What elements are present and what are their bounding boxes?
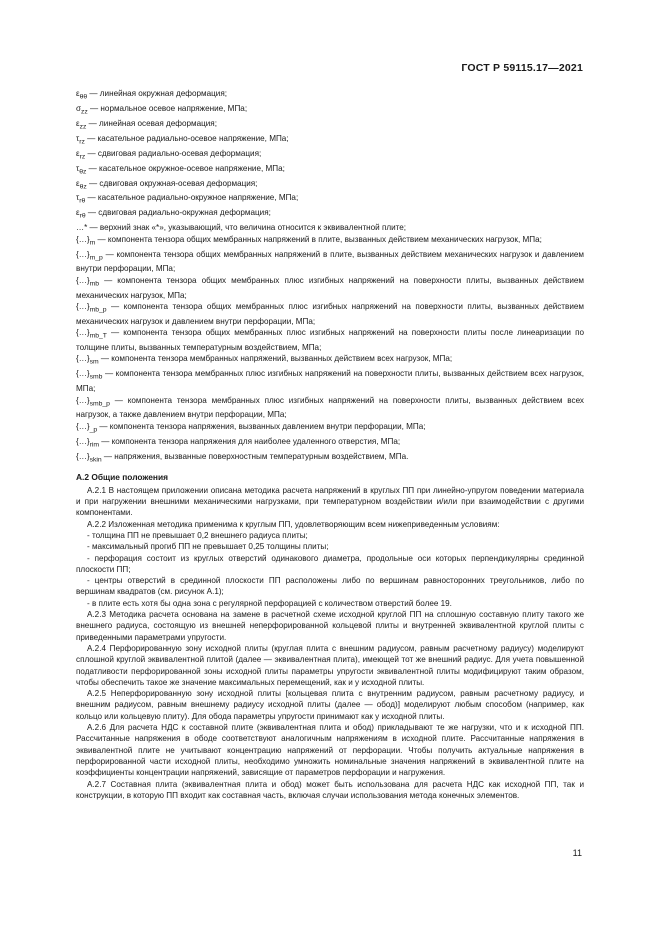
- symbol-definition: [76, 451, 584, 466]
- body-paragraph: А.2.3 Методика расчета основана на замене в расчетной схеме исходной круглой ПП на сплошную составную плиту такого же внешнего радиуса, состоящую из внешней неперфорированной кольцевой плиты и внутренней эквивалентной круглой плиты с приведенными параметрами упругости.: [76, 610, 584, 642]
- symbol-description: — верхний знак «*», указывающий, что величина относится к эквивалентной плите;: [87, 223, 407, 233]
- symbol-description: — компонента тензора общих мембранных плюс изгибных напряжений на поверхности плиты, вызванных действием механических нагрузок, МПа;: [76, 275, 584, 300]
- symbol-definition: [76, 118, 584, 133]
- symbol-definition: [76, 207, 584, 222]
- symbol-subscript: mb: [89, 280, 99, 288]
- symbol-description: — напряжения, вызванные поверхностным температурным воздействием, МПа.: [101, 451, 409, 461]
- symbol-definition: [76, 368, 584, 394]
- symbol-definition: [76, 234, 584, 249]
- symbol-base: {…}: [76, 301, 90, 311]
- body-paragraph: А.2.4 Перфорированную зону исходной плиты (круглая плита с внешним радиусом, равным расчетному радиусу) моделируют сплошной круглой эквивалентной плитой (далее — эквивалентная плита), имеющей тот же внешний радиус. Для учета повышенной податливости перфорированной зоны исходной плиты параметры упругости эквивалентной плиты модифицируют таким образом, чтобы обеспечить такое же значение максимальных перемещений, как и у исходной плиты.: [76, 643, 584, 687]
- symbol-subscript: zz: [79, 123, 87, 131]
- symbol: [76, 208, 86, 220]
- symbol-description: — касательное радиально-осевое напряжение, МПа;: [84, 133, 289, 143]
- symbol-definition: [76, 436, 584, 451]
- symbol-description: — компонента тензора напряжения для наиболее удаленного отверстия, МПа;: [98, 436, 401, 446]
- symbol-base: τ: [76, 133, 80, 143]
- symbol-definition: [76, 88, 584, 103]
- symbol-definition: [76, 133, 584, 148]
- symbol-base: ε: [76, 89, 80, 98]
- body-paragraph: А.2.2 Изложенная методика применима к круглым ПП, удовлетворяющим всем нижеприведенным условиям:: [87, 519, 500, 529]
- symbol-base: {…}: [76, 436, 90, 446]
- symbol-subscript: θz: [79, 183, 87, 191]
- symbol: [76, 178, 87, 191]
- symbol-subscript: _p: [89, 426, 98, 434]
- symbol-list: [76, 88, 584, 466]
- symbol-subscript: rθ: [79, 213, 86, 220]
- body-paragraph: - максимальный прогиб ПП не превышает 0,25 толщины плиты;: [87, 542, 329, 552]
- body-paragraph: А.2.5 Неперфорированную зону исходной плиты [кольцевая плита с внутренним радиусом, равным расчетному радиусу, и внешним радиусом, равным внешнему радиусу исходной плиты (далее — обод)] моделируют любым способом (например, как кольцо или кольцевую плиту). Для обода параметры упругости принимают как у исходной плиты.: [76, 689, 584, 721]
- symbol-base: ε: [76, 178, 80, 188]
- symbol-base: ε: [76, 208, 80, 218]
- symbol-definition: [76, 103, 584, 118]
- symbol: [76, 103, 88, 116]
- symbol-subscript: θz: [79, 168, 87, 176]
- symbol-description: — компонента тензора мембранных плюс изгибных напряжений на поверхности плиты, вызванных действием всех нагрузок, МПа;: [76, 369, 584, 394]
- symbol: [76, 249, 103, 262]
- symbol-subscript: zz: [81, 108, 88, 116]
- symbol-base: {…}: [76, 451, 90, 461]
- symbol-definition: [76, 222, 584, 233]
- symbol-subscript: mb_p: [89, 306, 107, 314]
- symbol-description: — компонента тензора общих мембранных напряжений в плите, вызванных действием механических нагрузок, МПа;: [95, 234, 542, 244]
- symbol-subscript: m: [89, 239, 96, 247]
- symbol-subscript: smb_p: [89, 400, 110, 408]
- symbol-base: {…}: [76, 328, 90, 338]
- symbol-description: — компонента тензора мембранных напряжений, вызванных действием всех нагрузок, МПа;: [98, 354, 453, 364]
- symbol-base: ε: [76, 148, 80, 158]
- body-paragraph: А.2.7 Составная плита (эквивалентная плита и обод) может быть использована для расчета НДС как исходной ПП, так и конструкции, в которую ПП входит как составная часть, включая случаи использования метода конечных элементов.: [76, 779, 584, 800]
- symbol: [76, 354, 99, 367]
- symbol-base: τ: [76, 163, 80, 173]
- symbol: [76, 301, 107, 314]
- symbol-base: {…}: [76, 275, 90, 285]
- symbol-subscript: θθ: [79, 93, 88, 101]
- symbol-description: — касательное радиально-окружное напряжение, МПа;: [85, 193, 299, 203]
- page-content: [76, 88, 584, 801]
- symbol: [76, 148, 86, 161]
- symbol: [76, 223, 87, 232]
- symbol-base: {…}: [76, 234, 90, 244]
- symbol-description: — нормальное осевое напряжение, МПа;: [87, 103, 248, 113]
- symbol: [76, 275, 99, 288]
- symbol-base: ε: [76, 118, 80, 128]
- symbol-definition: [76, 249, 584, 275]
- symbol-definition: [76, 192, 584, 207]
- symbol: [76, 421, 98, 434]
- body-paragraph: А.2.6 Для расчета НДС к составной плите (эквивалентная плита и обод) прикладывают те же нагрузки, что и к исходной ПП. Рассчитанные напряжения в ободе соответствуют аналогичным напряжениям в исходной плите. Рассчитанные напряжения в эквивалентной плите не учитывают концентрацию напряжений от перфорации. Чтобы получить актуальные напряжения в перфорированной части исходной плиты, необходимо умножить номинальные значения напряжений в эквивалентной плите на коэффициенты концентрации напряжений, зависящие от параметров перфорации и нагружения.: [76, 723, 584, 778]
- body-paragraph: А.2.1 В настоящем приложении описана методика расчета напряжений в круглых ПП при линейно-упругом поведении материала и при нагружении внешними механическими нагрузками, при температурном воздействии и/или при взаимодействии с другими компонентами.: [76, 485, 584, 518]
- body-paragraph: - толщина ПП не превышает 0,2 внешнего радиуса плиты;: [87, 531, 308, 540]
- symbol-subscript: rz: [79, 153, 86, 161]
- symbol: [76, 163, 87, 176]
- symbol: [76, 328, 107, 340]
- symbol-definition: [76, 148, 584, 163]
- section-title: А.2 Общие положения: [76, 471, 169, 482]
- symbol-subscript: rz: [79, 138, 85, 146]
- document-code: ГОСТ Р 59115.17—2021: [461, 62, 583, 74]
- symbol-subscript: smb: [89, 373, 103, 381]
- page-number: 11: [572, 848, 582, 858]
- symbol-definition: [76, 421, 584, 436]
- symbol-description: — сдвиговая окружная-осевая деформация;: [86, 178, 258, 188]
- symbol-description: — линейная окружная деформация;: [87, 89, 227, 98]
- symbol-subscript: rim: [89, 441, 99, 449]
- symbol-base: {…}: [76, 354, 90, 364]
- symbol: [76, 133, 85, 146]
- symbol-description: — сдвиговая радиально-осевая деформация;: [85, 148, 262, 158]
- paragraph-list: [76, 485, 584, 801]
- symbol-description: — касательное окружное-осевое напряжение, МПа;: [86, 163, 285, 173]
- symbol: [76, 451, 102, 464]
- symbol-definition: [76, 178, 584, 193]
- symbol-description: — компонента тензора напряжения, вызванных давлением внутри перфорации, МПа;: [97, 421, 426, 431]
- symbol-base: {…}: [76, 421, 90, 431]
- symbol-base: σ: [76, 103, 82, 113]
- symbol-subscript: skin: [89, 456, 102, 464]
- body-paragraph: - перфорация состоит из круглых отверстий одинакового диаметра, продольные оси которых перпендикулярны срединной плоскости ПП;: [76, 553, 584, 574]
- symbol-base: …*: [76, 223, 88, 233]
- symbol-definition: [76, 163, 584, 178]
- symbol-definition: [76, 275, 584, 301]
- symbol: [76, 89, 88, 101]
- symbol-subscript: m_p: [89, 254, 103, 262]
- symbol: [76, 118, 87, 131]
- symbol-subscript: rθ: [79, 198, 86, 206]
- body-paragraph: - в плите есть хотя бы одна зона с регулярной перфорацией с количеством отверстий более 19.: [87, 598, 452, 608]
- symbol-description: — компонента тензора общих мембранных плюс изгибных напряжений на поверхности плиты, вызванных действием механических нагрузок и давлением внутри перфорации, МПа;: [76, 301, 584, 326]
- symbol-subscript: sm: [89, 359, 99, 367]
- symbol-subscript: mb_T: [89, 332, 107, 340]
- symbol-definition: [76, 301, 584, 327]
- symbol: [76, 369, 103, 381]
- symbol-description: — компонента тензора общих мембранных плюс изгибных напряжений на поверхности плиты после линеаризации по толщине плиты, вызванных температурным воздействием, МПа;: [76, 328, 584, 353]
- symbol-definition: [76, 327, 584, 353]
- symbol-definition: [76, 395, 584, 421]
- symbol-description: — сдвиговая радиально-окружная деформация;: [85, 208, 271, 218]
- symbol-base: {…}: [76, 395, 90, 405]
- symbol: [76, 234, 96, 247]
- symbol-base: {…}: [76, 369, 90, 379]
- symbol: [76, 395, 110, 408]
- symbol-base: {…}: [76, 249, 90, 259]
- symbol-description: — линейная осевая деформация;: [86, 118, 217, 128]
- symbol-description: — компонента тензора мембранных плюс изгибных напряжений на поверхности плиты, вызванных действием всех нагрузок, а также давлением внутри перфорации, МПа;: [76, 395, 584, 420]
- symbol-description: — компонента тензора общих мембранных напряжений в плите, вызванных действием механических нагрузок и давлением внутри перфорации, МПа;: [76, 249, 584, 274]
- symbol-base: τ: [76, 193, 80, 203]
- body-paragraph: - центры отверстий в срединной плоскости ПП расположены либо по вершинам равносторонних треугольников, либо по вершинам квадратов (см. рисунок А.1);: [76, 576, 584, 597]
- symbol: [76, 436, 99, 449]
- symbol-definition: [76, 353, 584, 368]
